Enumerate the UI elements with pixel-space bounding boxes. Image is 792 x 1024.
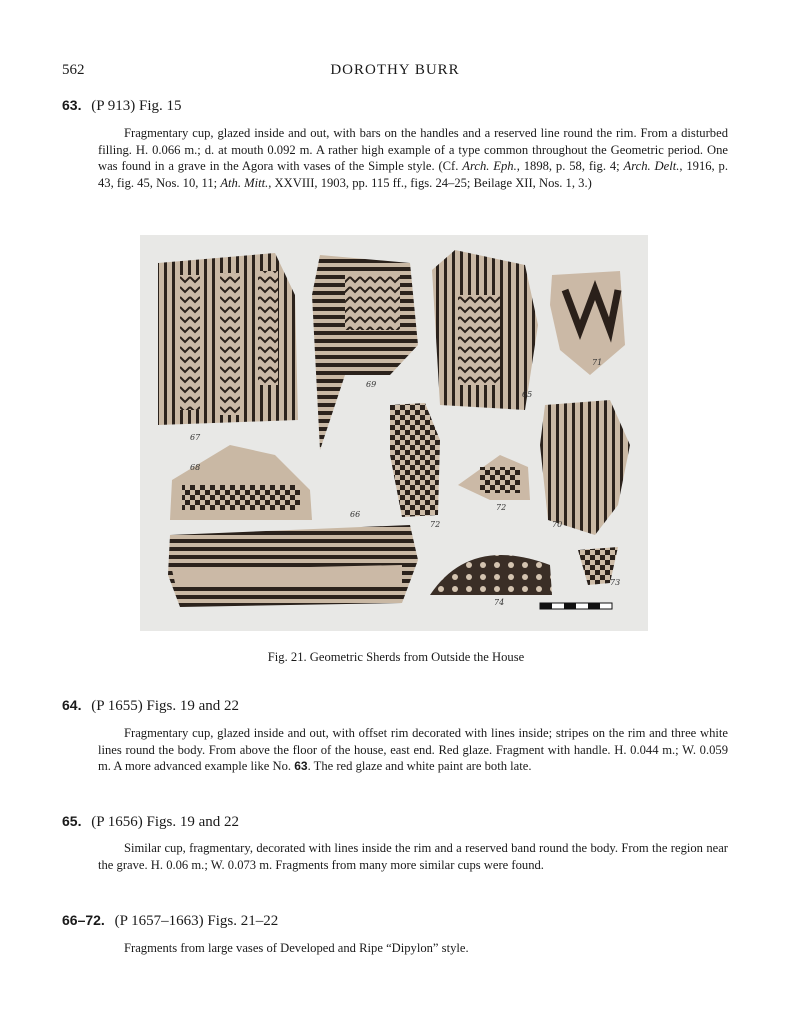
sherd-label: 69 (366, 380, 377, 389)
entry-64-ref: (P 1655) Figs. 19 and 22 (91, 698, 239, 714)
running-head: DOROTHY BURR (330, 62, 460, 78)
sherd-label: 71 (592, 358, 603, 367)
entry-66-72-heading (62, 912, 278, 930)
entry-65-heading (62, 813, 239, 831)
figure-21-photo (140, 235, 648, 631)
sherds-photograph (140, 235, 648, 631)
sherd-label: 65 (522, 390, 533, 399)
entry-66-72-ref: (P 1657–1663) Figs. 21–22 (114, 913, 279, 929)
entry-64-description: Fragmentary cup, glazed inside and out, with offset rim decorated with lines inside; stripes on the rim and three white lines round the body. From above the floor of the house, east end. Red glaze. Fragment with handle. H. 0.044 m.; W. 0.059 m. A more advanced example like No. 63. The red glaze and white paint are both late. (98, 726, 728, 774)
sherd-label: 70 (552, 520, 563, 529)
sherd-67 (158, 253, 298, 425)
entry-65-number: 65. (62, 813, 82, 829)
scale-bar (540, 603, 612, 609)
entry-66-72-number: 66–72. (62, 912, 105, 928)
entry-63-ref: (P 913) Fig. 15 (91, 98, 182, 114)
citation-arch-delt: Arch. Delt. (623, 159, 680, 174)
citation-arch-eph: Arch. Eph. (462, 159, 517, 174)
entry-63-heading (62, 97, 182, 115)
citation-ath-mitt: Ath. Mitt. (220, 175, 269, 190)
entry-64-number: 64. (62, 697, 82, 713)
sherd-label: 73 (610, 578, 621, 587)
entry-63-number: 63. (62, 97, 82, 113)
sherd-label: 74 (494, 598, 505, 607)
sherd-label: 67 (190, 433, 201, 442)
entry-66-72-description: Fragments from large vases of Developed and Ripe “Dipylon” style. (124, 941, 469, 955)
entry-64-heading (62, 697, 239, 715)
page-number: 562 (62, 62, 85, 78)
cross-reference-63: 63 (294, 759, 308, 774)
entry-65-description: Similar cup, fragmentary, decorated with lines inside the rim and a reserved band round the body. From the region near the grave. H. 0.06 m.; W. 0.073 m. Fragments from many more similar cups were found. (98, 841, 728, 872)
sherd-label: 72 (496, 503, 507, 512)
sherd-label: 72 (430, 520, 441, 529)
entry-63-description: Fragmentary cup, glazed inside and out, with bars on the handles and a reserved line round the rim. From a disturbed filling. H. 0.066 m.; d. at mouth 0.092 m. A rather high example of a type common throughout the Geometric period. One was found in a grave in the Agora with vases of the Simple style. (Cf. Arch. Eph., 1898, p. 58, fig. 4; Arch. Delt., 1916, p. 43, fig. 45, Nos. 10, 11; Ath. Mitt., XXVIII, 1903, pp. 115 ff., figs. 24–25; Beilage XII, Nos. 1, 3.) (98, 126, 729, 190)
entry-65-ref: (P 1656) Figs. 19 and 22 (91, 814, 239, 830)
page-header (62, 62, 728, 82)
sherd-label: 68 (190, 463, 201, 472)
sherd-65 (432, 250, 538, 410)
sherd-label: 66 (350, 510, 361, 519)
figure-21-caption: Fig. 21. Geometric Sherds from Outside the House (267, 650, 525, 664)
sherd-66 (168, 525, 418, 607)
